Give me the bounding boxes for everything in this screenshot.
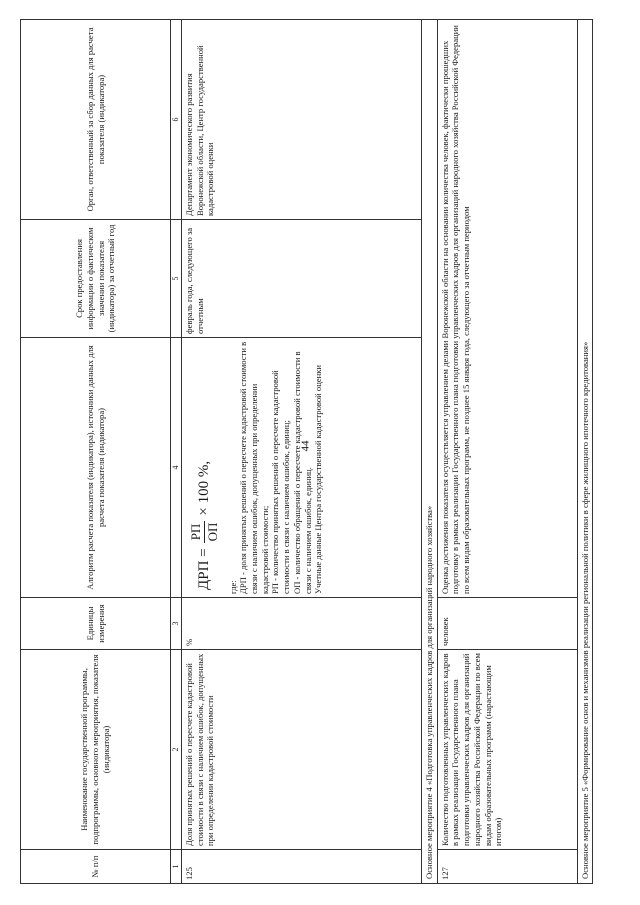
- formula-fraction: [188, 520, 222, 545]
- col-index: 5: [171, 220, 182, 338]
- formula-numerator: РП: [188, 521, 205, 544]
- formula-lhs: ДРП =: [196, 548, 213, 590]
- section-title: Основное мероприятие 4 «Подготовка управленческих кадров для организаций народного хозяйства»: [422, 20, 438, 884]
- section-row: [577, 20, 593, 884]
- indicators-table: [20, 19, 593, 884]
- header-num: № п/п: [21, 850, 171, 884]
- rotated-table-sheet: [20, 20, 608, 884]
- section-row: [422, 20, 438, 884]
- indicator-organ: Департамент экономического развития Воронежской области, Центр государственной кадастровой оценки: [182, 20, 422, 220]
- row-number: 127: [437, 850, 577, 884]
- header-algorithm: Алгоритм расчета показателя (индикатора), источники данных для расчета показателя (индикатора): [21, 338, 171, 598]
- table-row: [437, 20, 577, 884]
- formula: [188, 341, 222, 590]
- row-number: 125: [182, 850, 422, 884]
- algorithm-text: где: ДРП - доля принятых решений о пересчете кадастровой стоимости в связи с наличием ошибок, допущенных при определении кадастровой стоимости; РП - количество принятых решений о пересчете кадастровой стоимости в связи с наличием ошибок, единиц; ОП - количество обращений о пересчете кадастровой стоимости в связи с наличием ошибок, единиц. Учетные данные Центра государственной кадастровой оценки: [227, 341, 324, 594]
- col-index: 2: [171, 650, 182, 850]
- header-organ: Орган, ответственный за сбор данных для расчета показателя (индикатора): [21, 20, 171, 220]
- column-index-row: [171, 20, 182, 884]
- formula-denominator: ОП: [205, 522, 221, 542]
- indicator-unit: %: [182, 598, 422, 650]
- col-index: 6: [171, 20, 182, 220]
- header-unit: Единицы измерения: [21, 598, 171, 650]
- header-term: Срок предоставления информации о фактическом значении показателя (индикатора) за отчетный год: [21, 220, 171, 338]
- indicator-algorithm: [182, 338, 422, 598]
- section-title: Основное мероприятие 5 «Формирование основ и механизмов реализации региональной политики в сфере жилищного ипотечного кредитования»: [577, 20, 593, 884]
- table-row: [182, 20, 422, 884]
- header-name: Наименование государственной программы, подпрограммы, основного мероприятия, показателя (индикатора): [21, 650, 171, 850]
- col-index: 3: [171, 598, 182, 650]
- formula-rhs: × 100 %,: [196, 460, 213, 516]
- indicator-term: февраль года, следующего за отчетным: [182, 220, 422, 338]
- col-index: 1: [171, 850, 182, 884]
- indicator-description: Оценка достижения показателя осуществляется управлением делами Воронежской области на основании количества человек, фактически прошедших подготовку в рамках реализации Государственного плана подготовки управленческих кадров для организаций народного хозяйства Российской Федерации по всем видам образовательных программ, не позднее 15 января года, следующего за отчетным периодом: [437, 20, 577, 598]
- indicator-name: Доля принятых решений о пересчете кадастровой стоимости в связи с наличием ошибок, допущенных при определении кадастровой стоимости: [182, 650, 422, 850]
- col-index: 4: [171, 338, 182, 598]
- header-row: [21, 20, 171, 884]
- page-number: 44: [299, 440, 312, 452]
- indicator-unit: человек: [437, 598, 577, 650]
- indicator-name: Количество подготовленных управленческих кадров в рамках реализации Государственного плана подготовки управленческих кадров для организаций народного хозяйства Российской Федерации по всем видам образовательных программ (нарастающим итогом): [437, 650, 577, 850]
